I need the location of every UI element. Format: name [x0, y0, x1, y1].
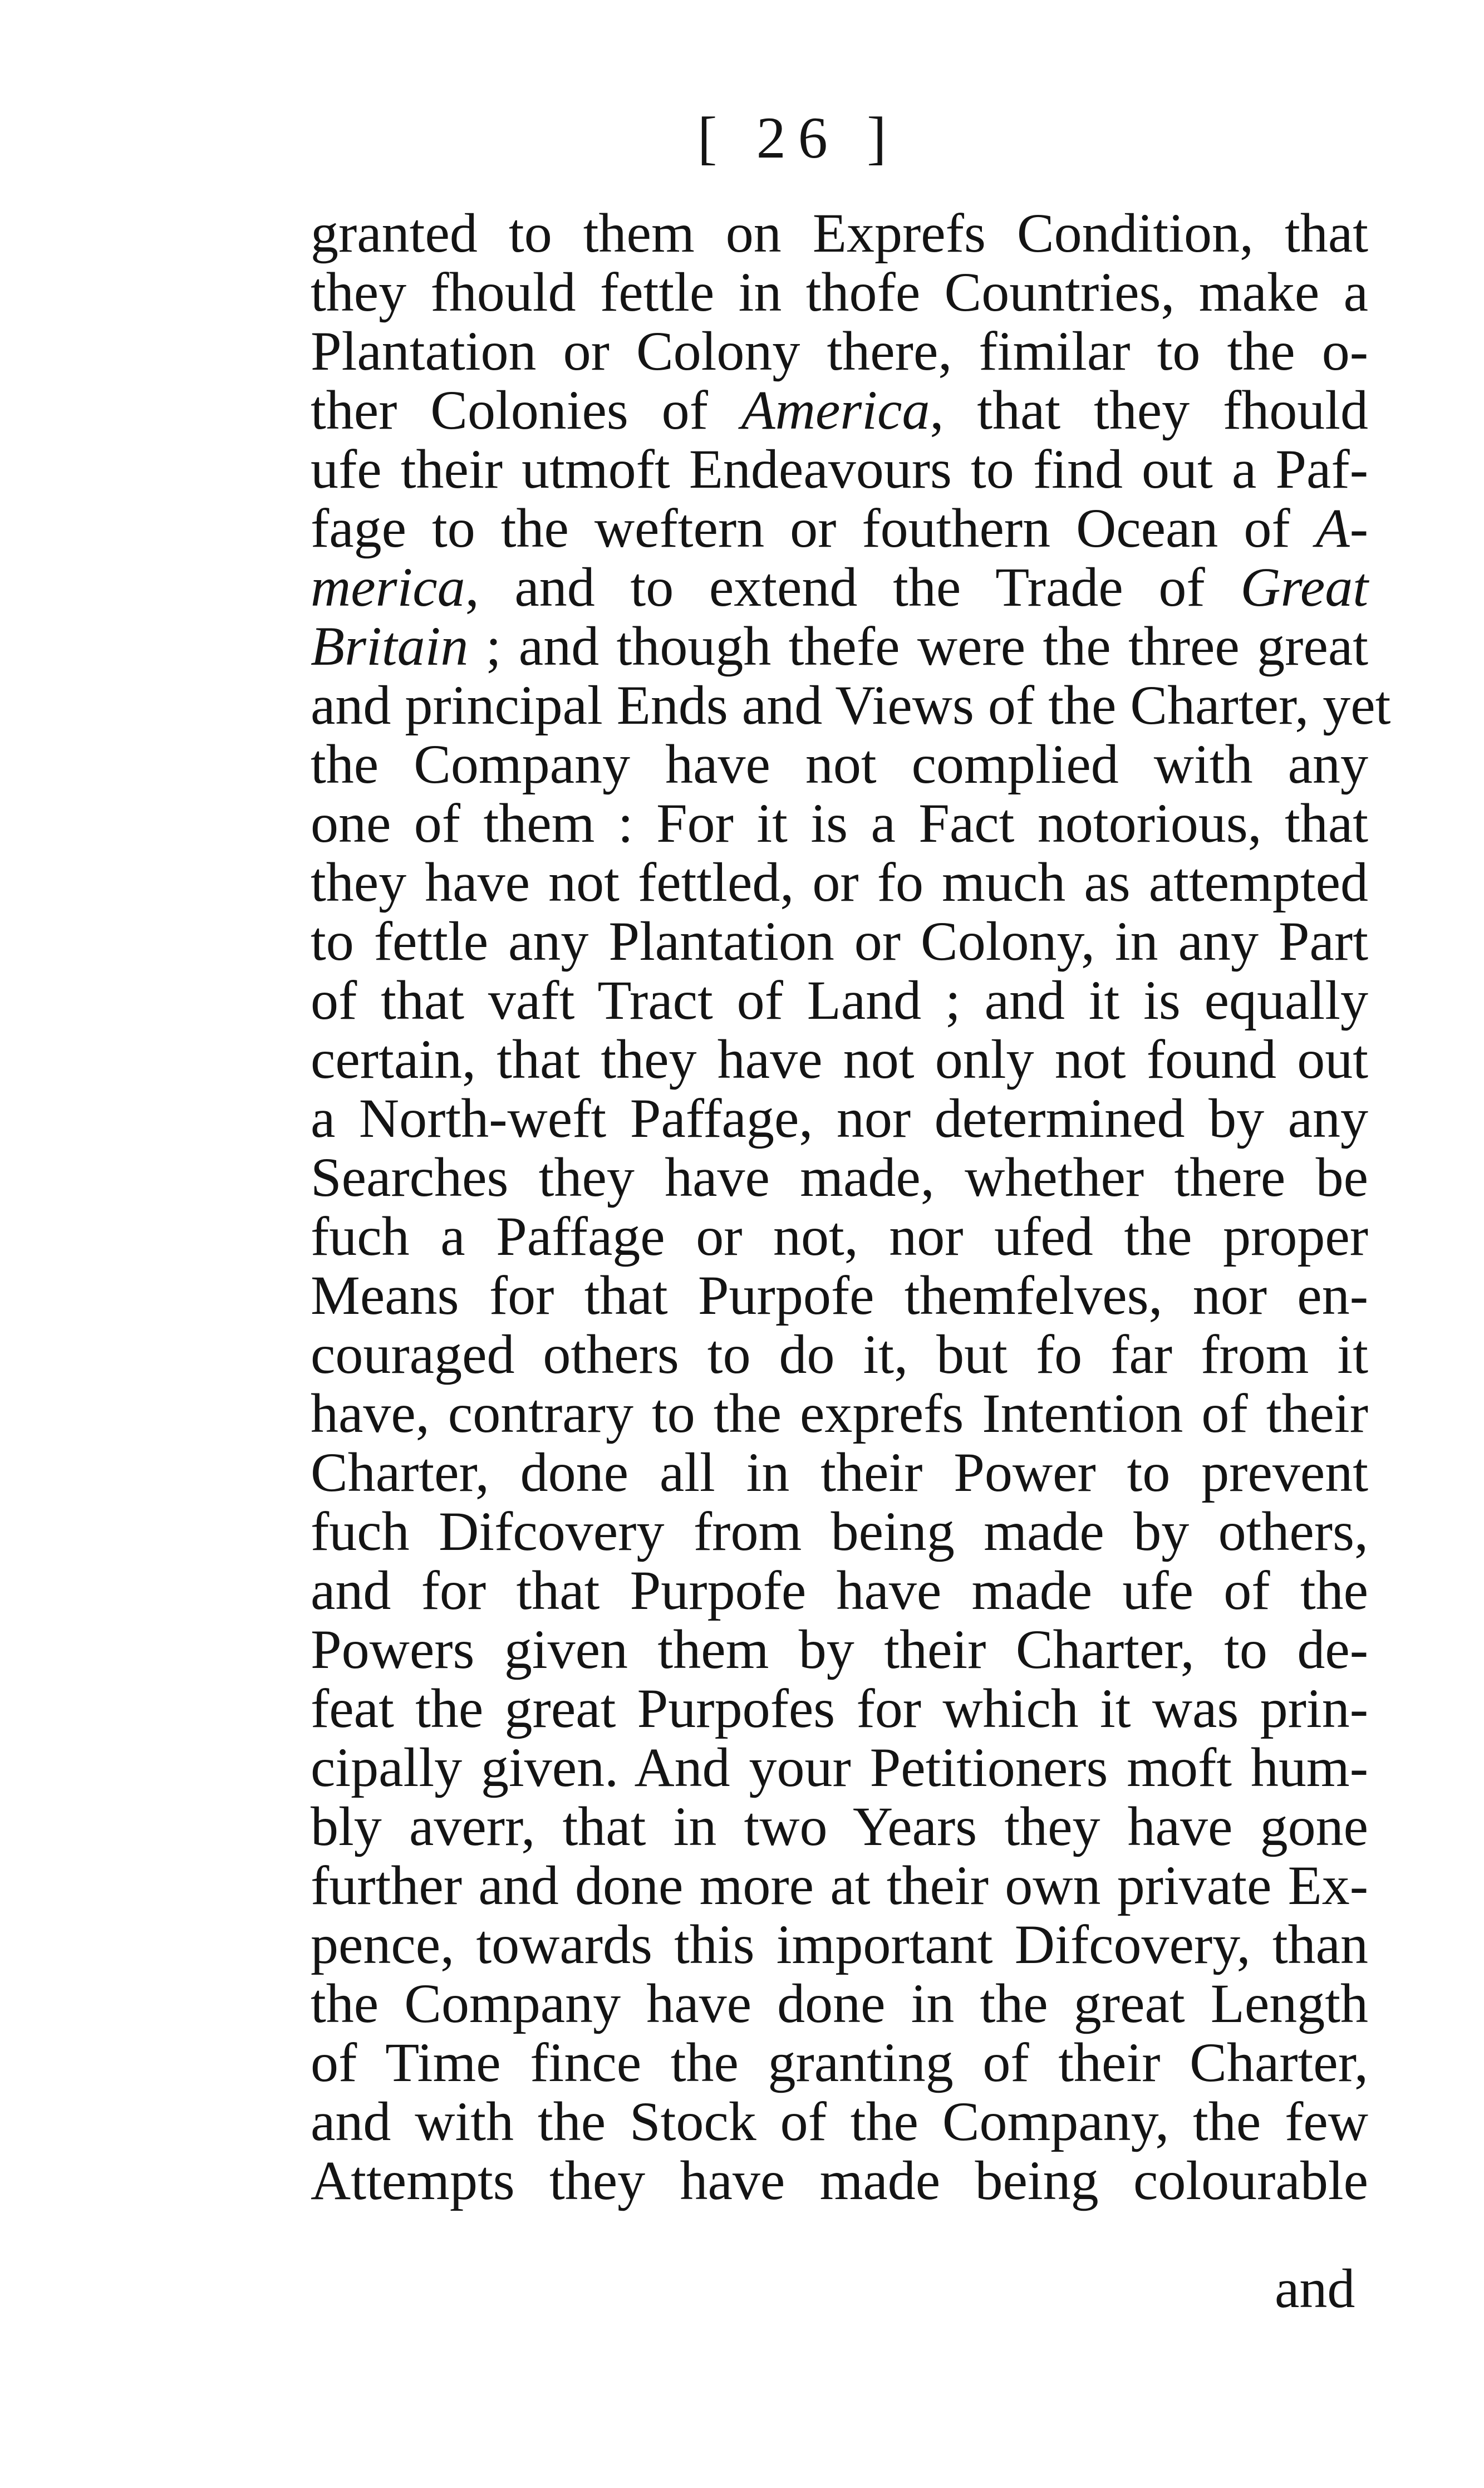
text-segment: further and done more at their own private Ex-	[311, 1854, 1368, 1916]
text-line	[311, 1266, 1368, 1325]
text-line	[311, 1738, 1368, 1797]
text-line	[311, 794, 1368, 853]
italic-text: Great	[1240, 556, 1368, 618]
text-line	[311, 2092, 1368, 2151]
text-line	[311, 1679, 1368, 1738]
text-segment: cipally given. And your Petitioners moft hum-	[311, 1736, 1368, 1798]
text-segment: feat the great Purpofes for which it was prin-	[311, 1677, 1368, 1739]
text-line	[311, 2033, 1368, 2092]
text-line	[311, 263, 1368, 322]
text-segment: ufe their utmoft Endeavours to find out a Paf-	[311, 438, 1368, 500]
text-line	[311, 735, 1368, 794]
text-segment: certain, that they have not only not found out	[311, 1028, 1368, 1090]
text-segment: and for that Purpofe have made ufe of the	[311, 1559, 1368, 1621]
text-segment: pence, towards this important Difcovery, than	[311, 1913, 1368, 1975]
text-segment: have, contrary to the exprefs Intention of their	[311, 1382, 1368, 1444]
text-line	[311, 322, 1368, 381]
text-line	[311, 1620, 1368, 1679]
text-line	[311, 674, 1391, 736]
text-segment: of Time fince the granting of their Charter,	[311, 2031, 1368, 2093]
text-line	[311, 1148, 1368, 1207]
text-line	[311, 1797, 1368, 1856]
text-line	[311, 381, 1368, 440]
text-segment: bly averr, that in two Years they have gone	[311, 1795, 1368, 1857]
text-line	[311, 1856, 1368, 1915]
text-line	[311, 1443, 1368, 1502]
text-segment: ; and though thefe were the three great	[468, 615, 1368, 677]
text-line	[311, 204, 1368, 263]
text-line	[311, 1974, 1368, 2033]
text-line	[311, 617, 1368, 676]
text-segment: they have not fettled, or fo much as attempted	[311, 851, 1368, 913]
page-number: [ 26 ]	[697, 105, 899, 170]
text-line	[311, 1384, 1368, 1443]
text-line	[311, 558, 1368, 617]
text-line	[311, 1502, 1368, 1561]
text-segment: Powers given them by their Charter, to de-	[311, 1618, 1368, 1680]
text-segment: couraged others to do it, but fo far from it	[311, 1323, 1368, 1385]
text-line	[311, 1207, 1368, 1266]
text-segment: of that vaft Tract of Land ; and it is equally	[311, 969, 1368, 1031]
text-segment: granted to them on Exprefs Condition, that	[311, 202, 1368, 264]
text-segment: a North-weft Paffage, nor determined by any	[311, 1087, 1368, 1149]
catchword: and	[1275, 2258, 1355, 2319]
text-segment: the Company have done in the great Length	[311, 1972, 1368, 2034]
body-text	[311, 202, 1391, 2211]
text-segment: and with the Stock of the Company, the few	[311, 2090, 1368, 2152]
italic-text: A-	[1315, 497, 1368, 559]
text-segment: Charter, done all in their Power to prevent	[311, 1441, 1368, 1503]
text-segment: Means for that Purpofe themfelves, nor en-	[311, 1264, 1368, 1326]
text-segment: the Company have not complied with any	[311, 733, 1368, 795]
text-segment: , that they fhould	[930, 379, 1368, 441]
text-segment: ther Colonies of	[311, 379, 741, 441]
text-segment: Attempts they have made being colourable	[311, 2150, 1368, 2211]
text-line	[311, 1030, 1368, 1089]
text-line	[311, 1561, 1368, 1620]
italic-text: America	[741, 379, 930, 441]
text-line	[311, 971, 1368, 1030]
text-segment: fuch Difcovery from being made by others,	[311, 1500, 1368, 1562]
text-segment: , and to extend the Trade of	[465, 556, 1241, 618]
text-line	[311, 2151, 1368, 2210]
text-line	[311, 1915, 1368, 1974]
text-segment: one of them : For it is a Fact notorious, that	[311, 792, 1368, 854]
italic-text: Britain	[311, 615, 469, 677]
text-segment: and principal Ends and Views of the Charter, yet	[311, 674, 1391, 736]
text-line	[311, 440, 1368, 499]
text-line	[311, 1325, 1368, 1384]
text-segment: Searches they have made, whether there be	[311, 1146, 1368, 1208]
text-line	[311, 853, 1368, 912]
text-segment: to fettle any Plantation or Colony, in any Part	[311, 910, 1368, 972]
text-line	[311, 912, 1368, 971]
text-segment: they fhould fettle in thofe Countries, make a	[311, 261, 1368, 323]
text-segment: fage to the weftern or fouthern Ocean of	[311, 497, 1316, 559]
italic-text: merica	[311, 556, 465, 618]
text-segment: fuch a Paffage or not, nor ufed the proper	[311, 1205, 1368, 1267]
text-line	[311, 1089, 1368, 1148]
text-line	[311, 499, 1368, 558]
text-segment: Plantation or Colony there, fimilar to the o-	[311, 320, 1368, 382]
